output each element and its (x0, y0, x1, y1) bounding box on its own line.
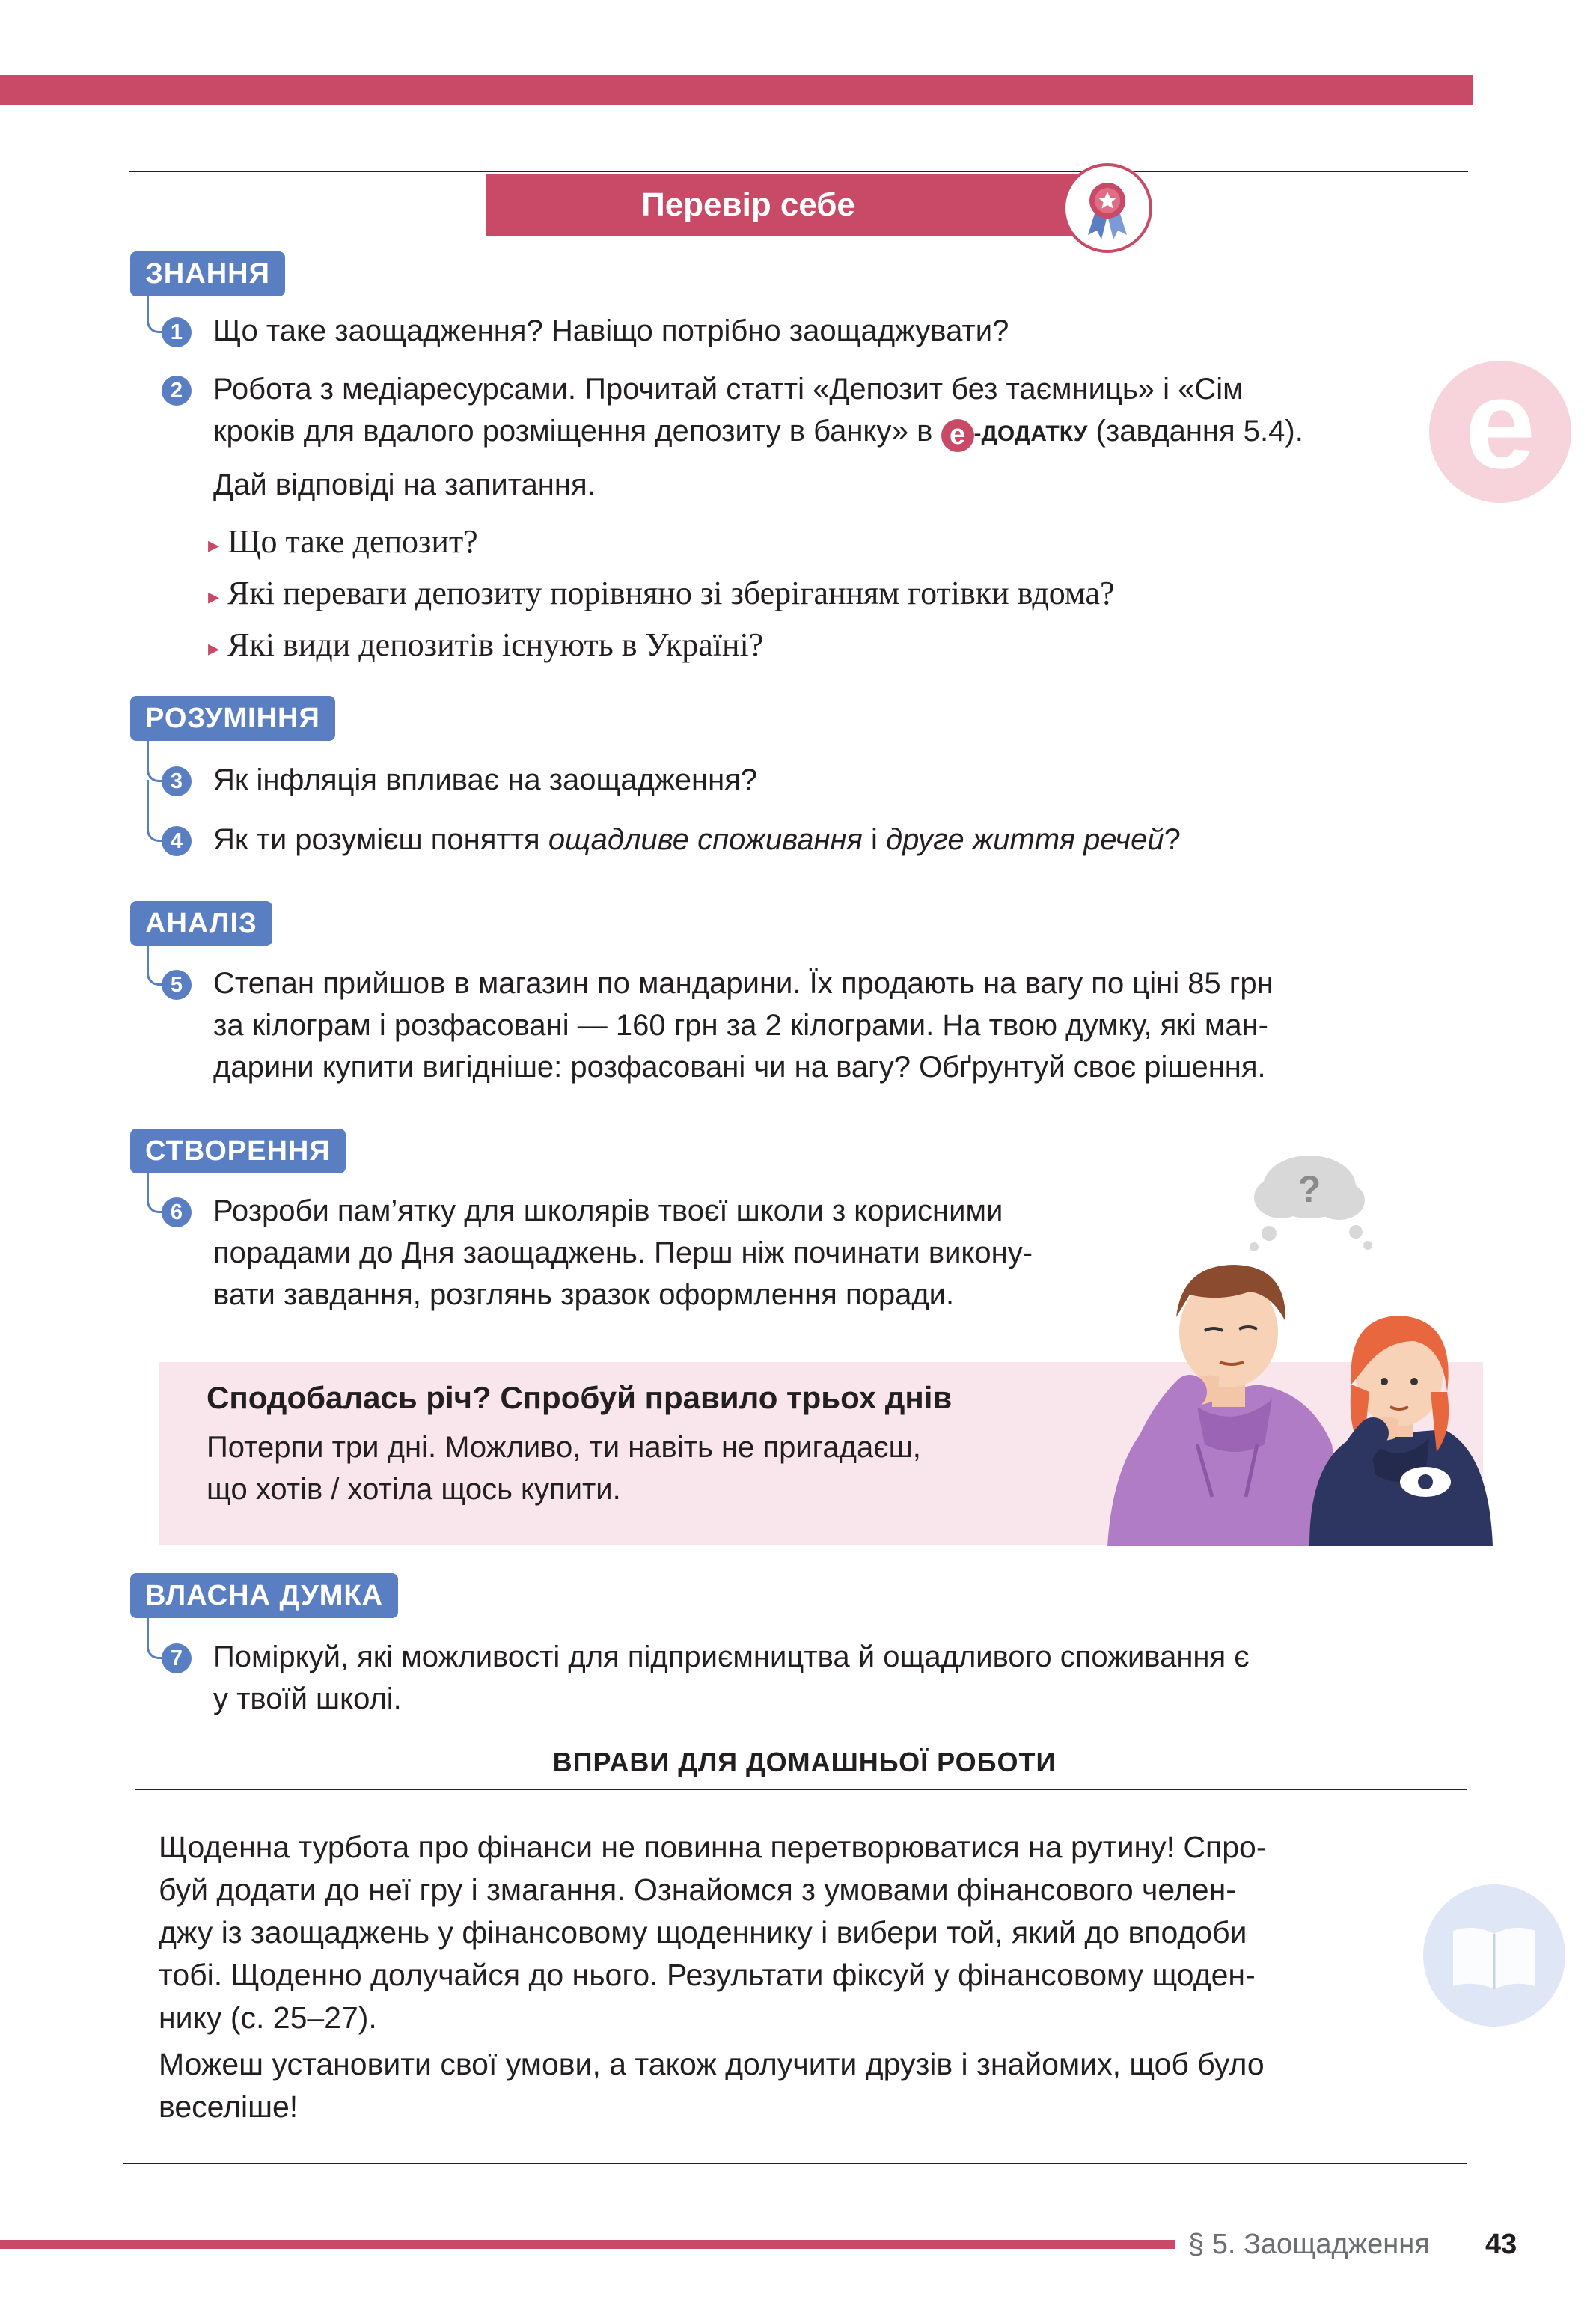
award-rosette-icon (1063, 163, 1152, 253)
homework-line: Можеш установити свої умови, а також долучити друзів і знайомих, щоб було (159, 2047, 1265, 2081)
list-item-text: Що таке депозит? (227, 523, 478, 560)
question-4-mid: і (862, 823, 887, 856)
question-5-line: за кілограм і розфасовані — 160 грн за 2 кілограми. На твою думку, які ман- (213, 1009, 1268, 1042)
connector-line (147, 1173, 164, 1213)
question-number: 7 (162, 1643, 192, 1673)
question-4-text (213, 819, 1181, 861)
question-2-line-2 (213, 410, 1470, 455)
bullet-triangle-icon: ▸ (208, 584, 220, 609)
question-number: 5 (162, 970, 192, 1000)
section-label-understanding: РОЗУМІННЯ (130, 696, 335, 741)
tip-line: Потерпи три дні. Можливо, ти навіть не пригадаєш, (207, 1431, 921, 1464)
top-accent-bar (0, 75, 1473, 105)
question-number: 2 (162, 376, 192, 406)
term-frugal-consumption: ощадливе споживання (548, 823, 863, 856)
section-label-opinion: ВЛАСНА ДУМКА (130, 1573, 398, 1618)
homework-line: нику (с. 25–27). (159, 2000, 377, 2035)
page-title: Перевір себе (486, 174, 1085, 236)
question-7-text (213, 1636, 1478, 1720)
homework-line: буй додати до неї гру і змагання. Ознайомся з умовами фінансового челен- (159, 1872, 1236, 1907)
question-2-text (213, 368, 1470, 506)
question-number: 1 (162, 317, 192, 347)
question-2-line-1: Робота з медіаресурсами. Прочитай статті «Депозит без таємниць» і «Сім (213, 373, 1244, 406)
connector-line (147, 1618, 164, 1659)
tip-title: Сподобалась річ? Спробуй правило трьох днів (207, 1380, 953, 1415)
homework-title: ВПРАВИ ДЛЯ ДОМАШНЬОЇ РОБОТИ (552, 1747, 1057, 1777)
question-2-line-2-end: (завдання 5.4). (1087, 415, 1303, 448)
thinking-teens-illustration (1085, 1145, 1504, 1549)
question-2-line-2-start: кроків для вдалого розміщення депозиту в банку» в (213, 415, 941, 448)
connector-line (147, 780, 164, 842)
tip-line: що хотів / хотіла щось купити. (207, 1473, 621, 1506)
header-rule (129, 171, 1468, 172)
bullet-triangle-icon: ▸ (208, 533, 220, 558)
page-number: 43 (1485, 2229, 1517, 2260)
term-second-life: друге життя речей (886, 823, 1164, 856)
question-4-pre: Як ти розумієш поняття (213, 823, 548, 856)
homework-line: Щоденна турбота про фінанси не повинна перетворюватися на рутину! Спро- (159, 1830, 1267, 1864)
question-2-line-3: Дай відповіді на запитання. (213, 468, 596, 501)
question-6-line: Розроби пам’ятку для школярів твоєї школи з корисними (213, 1194, 1003, 1227)
connector-line (147, 741, 164, 782)
question-4-post: ? (1164, 823, 1181, 856)
section-label-knowledge: ЗНАННЯ (130, 251, 285, 296)
question-5-line: дарини купити вигідніше: розфасовані чи на вагу? Обґрунтуй своє рішення. (213, 1051, 1266, 1084)
question-5-line: Степан прийшов в магазин по мандарини. Їх продають на вагу по ціні 85 грн (213, 967, 1274, 1000)
list-item (208, 518, 1115, 570)
connector-line (147, 946, 164, 986)
question-6-line: порадами до Дня заощаджень. Перш ніж починати викону- (213, 1236, 1033, 1269)
question-7-line: у твоїй школі. (213, 1682, 402, 1715)
list-item-text: Які види депозитів існують в Україні? (227, 626, 764, 663)
homework-line: веселіше! (159, 2089, 299, 2124)
tip-body (207, 1426, 921, 1510)
question-3-text: Як інфляція впливає на заощадження? (213, 763, 758, 796)
question-2-bullet-list (208, 518, 1115, 673)
footer-section-title: § 5. Заощадження (1188, 2229, 1430, 2260)
list-item (208, 570, 1115, 621)
homework-line: тобі. Щоденно долучайся до нього. Результати фіксуй у фінансовому щоден- (159, 1958, 1256, 1992)
list-item (208, 621, 1115, 673)
question-number: 6 (162, 1197, 192, 1227)
question-number: 4 (162, 826, 192, 856)
question-1-text: Що таке заощадження? Навіщо потрібно заощаджувати? (213, 314, 1009, 347)
footer-accent-bar (0, 2240, 1175, 2249)
question-7-line: Поміркуй, які можливості для підприємництва й ощадливого споживання є (213, 1640, 1250, 1673)
question-6-text (213, 1190, 1208, 1316)
question-6-line: вати завдання, розглянь зразок оформлення поради. (213, 1278, 955, 1311)
e-addon-watermark-icon: e (1429, 361, 1571, 503)
question-number: 3 (162, 766, 192, 796)
e-addon-icon: e (941, 419, 974, 452)
section-label-creation: СТВОРЕННЯ (130, 1129, 346, 1173)
thought-question-mark: ? (1297, 1168, 1321, 1210)
e-addon-link[interactable]: -ДОДАТКУ (973, 421, 1088, 446)
homework-rule (135, 1789, 1467, 1790)
homework-line: джу із заощаджень у фінансовому щоденнику і вибери той, який до вподоби (159, 1915, 1247, 1950)
homework-paragraph-2 (159, 2043, 1476, 2128)
connector-line (147, 293, 164, 333)
question-5-text (213, 962, 1478, 1088)
bullet-triangle-icon: ▸ (208, 636, 220, 661)
section-label-analysis: АНАЛІЗ (130, 901, 272, 946)
footer-rule (123, 2163, 1467, 2164)
list-item-text: Які переваги депозиту порівняно зі зберіганням готівки вдома? (227, 575, 1115, 611)
homework-paragraph-1 (159, 1826, 1476, 2039)
